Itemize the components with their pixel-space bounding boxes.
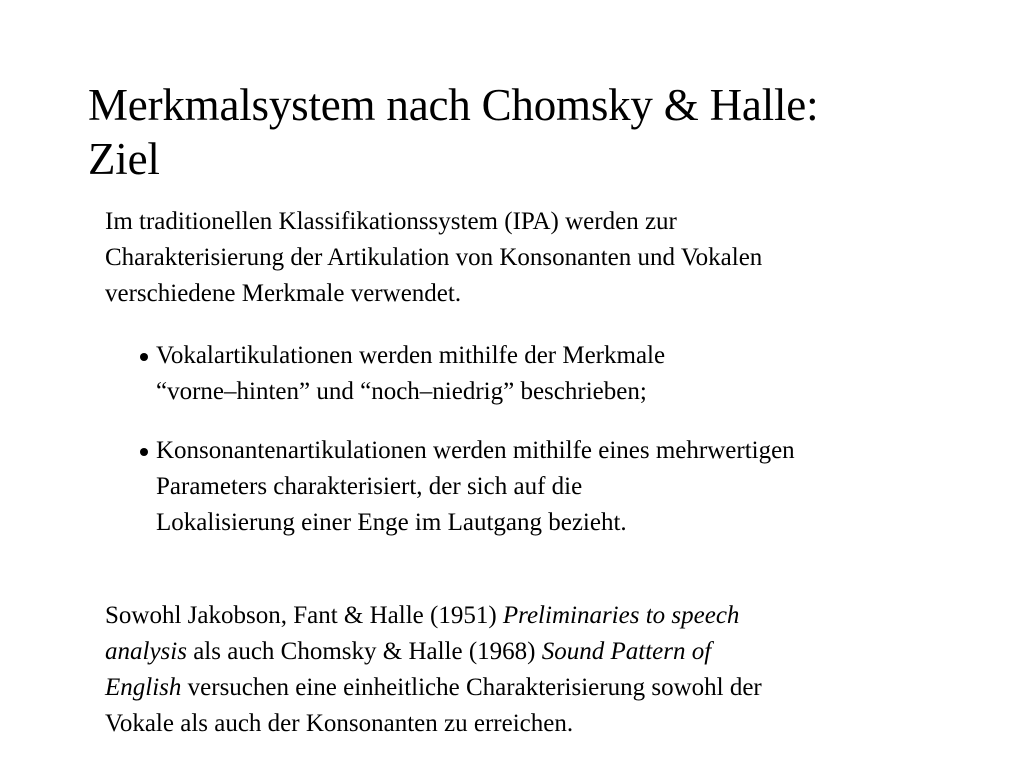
closing-title-spe: Sound Pattern of: [541, 638, 712, 665]
closing-text-4: Vokale als auch der Konsonanten zu erreichen.: [105, 710, 574, 737]
slide-title-line-2: Ziel: [88, 134, 160, 184]
intro-line-3: verschiedene Merkmale verwendet.: [105, 280, 462, 307]
bullet-1-line-1: Vokalartikulationen werden mithilfe der Merkmale: [156, 342, 666, 369]
closing-title-spe-cont: English: [105, 674, 182, 701]
bullet-2-line-3: Lokalisierung einer Enge im Lautgang bezieht.: [156, 509, 627, 536]
closing-title-preliminaries-cont: analysis: [105, 638, 187, 665]
intro-line-2: Charakterisierung der Artikulation von Konsonanten und Vokalen: [105, 244, 763, 271]
bullet-text: [156, 338, 1000, 410]
bullet-2-line-1: Konsonantenartikulationen werden mithilfe eines mehrwertigen: [156, 437, 795, 464]
intro-line-1: Im traditionellen Klassifikationssystem (IPA) werden zur: [105, 208, 677, 235]
bullet-dot-icon: [140, 448, 148, 456]
closing-text-3: versuchen eine einheitliche Charakterisierung sowohl der: [181, 674, 762, 701]
closing-text-1: Sowohl Jakobson, Fant & Halle (1951): [105, 602, 503, 629]
closing-text-2: als auch Chomsky & Halle (1968): [186, 638, 542, 665]
closing-title-preliminaries: Preliminaries to speech: [502, 602, 740, 629]
bullet-item-consonants: [140, 433, 1000, 541]
slide-title-line-1: Merkmalsystem nach Chomsky & Halle:: [88, 80, 819, 130]
closing-paragraph: [105, 598, 985, 742]
bullet-1-line-2: “vorne–hinten” und “noch–niedrig” beschrieben;: [156, 378, 647, 405]
intro-paragraph: [105, 204, 985, 312]
slide-title: [88, 78, 988, 186]
bullet-item-vowels: [140, 338, 1000, 410]
bullet-dot-icon: [140, 353, 148, 361]
bullet-text: [156, 433, 1000, 541]
bullet-2-line-2: Parameters charakterisiert, der sich auf die: [156, 473, 583, 500]
